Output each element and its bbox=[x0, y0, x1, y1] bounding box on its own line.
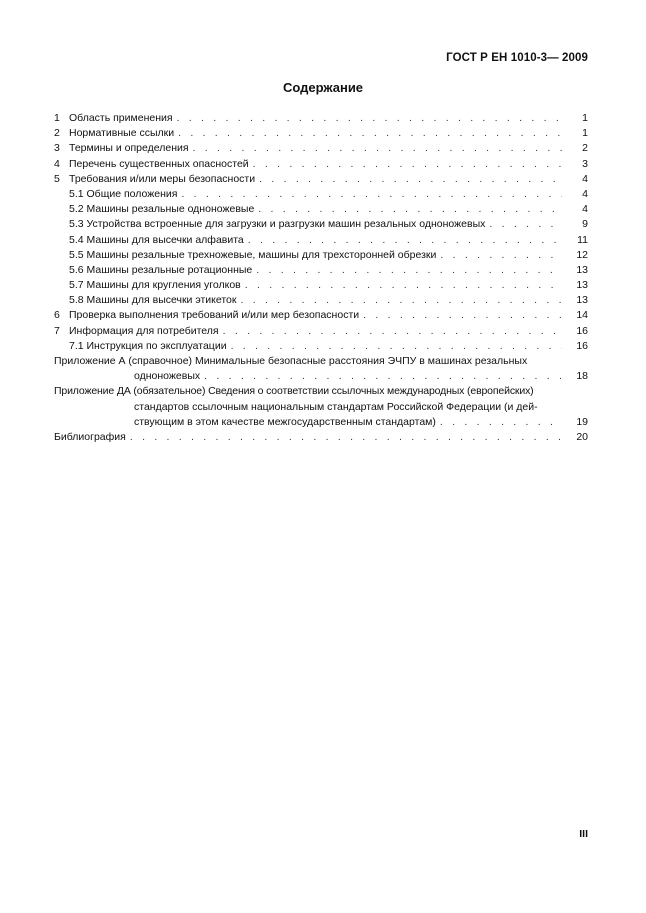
toc-leader-dots bbox=[178, 126, 562, 141]
toc-entry[interactable] bbox=[54, 172, 588, 187]
toc-entry-label: 5.8 Машины для высечки этикеток bbox=[69, 294, 237, 307]
toc-page-number: 16 bbox=[576, 324, 588, 337]
toc-leader-dots bbox=[177, 111, 562, 126]
toc-entry-label: 5.1 Общие положения bbox=[69, 187, 178, 200]
toc-page-number: 4 bbox=[582, 187, 588, 200]
toc-bibliography[interactable] bbox=[54, 430, 588, 445]
document-header: ГОСТ Р ЕН 1010-3— 2009 bbox=[446, 52, 588, 64]
toc-appendix-da-line1: Приложение ДА (обязательное) Сведения о соответствии ссылочных международных (европейских) bbox=[54, 385, 534, 398]
toc-entry-label: Проверка выполнения требований и/или мер безопасности bbox=[69, 309, 360, 322]
toc-entry-label: Перечень существенных опасностей bbox=[69, 157, 249, 170]
toc-page-number: 1 bbox=[582, 112, 588, 124]
page-number-roman: III bbox=[579, 828, 588, 840]
toc-leader-dots bbox=[204, 369, 562, 384]
toc-page-number: 9 bbox=[582, 218, 588, 231]
toc-entry-label: Требования и/или меры безопасности bbox=[69, 172, 256, 185]
toc-entry-label: 5.2 Машины резальные одноножевые bbox=[69, 203, 255, 216]
toc-leader-dots bbox=[440, 248, 562, 263]
toc-entry[interactable] bbox=[54, 111, 588, 126]
toc-bibliography-label: Библиография bbox=[54, 430, 126, 443]
toc-entry-label: Нормативные ссылки bbox=[69, 127, 175, 140]
toc-entry[interactable] bbox=[54, 308, 588, 323]
toc-page-number: 2 bbox=[582, 142, 588, 155]
toc-entry-label: 5.7 Машины для кругления уголков bbox=[69, 279, 241, 292]
toc-entry-label: Область применения bbox=[69, 112, 173, 124]
toc-leader-dots bbox=[231, 339, 562, 354]
toc-entry-number: 5 bbox=[54, 172, 60, 185]
toc-leader-dots bbox=[130, 430, 562, 445]
toc-entries bbox=[54, 111, 588, 354]
toc-page-number: 4 bbox=[582, 203, 588, 216]
toc-entry[interactable] bbox=[54, 141, 588, 156]
toc-page-number: 3 bbox=[582, 157, 588, 170]
toc-page-number: 13 bbox=[576, 294, 588, 307]
toc-leader-dots bbox=[440, 415, 562, 430]
toc-entry-label: 5.3 Устройства встроенные для загрузки и разгрузки машин резальных одноножевых bbox=[69, 218, 486, 231]
toc-page-number: 4 bbox=[582, 172, 588, 185]
toc-appendix-da[interactable] bbox=[54, 384, 588, 430]
toc-leader-dots bbox=[363, 308, 562, 323]
toc-leader-dots bbox=[248, 233, 562, 248]
toc-leader-dots bbox=[256, 263, 562, 278]
toc-entry-number: 7 bbox=[54, 324, 60, 337]
toc-appendix-a[interactable] bbox=[54, 354, 588, 384]
toc-page-number: 18 bbox=[576, 370, 588, 383]
toc-entry[interactable] bbox=[54, 293, 588, 308]
toc-appendix-a-line1: Приложение А (справочное) Минимальные безопасные расстояния ЭЧПУ в машинах резальных bbox=[54, 355, 528, 367]
toc-leader-dots bbox=[489, 217, 562, 232]
toc-entry-label: Термины и определения bbox=[69, 142, 189, 155]
toc-entry[interactable] bbox=[54, 278, 588, 293]
toc-appendix-da-line3: ствующим в этом качестве межгосударственным стандартам) bbox=[134, 415, 436, 428]
toc-leader-dots bbox=[245, 278, 562, 293]
toc-entry-label: 7.1 Инструкция по эксплуатации bbox=[69, 339, 227, 352]
toc-entry-number: 6 bbox=[54, 309, 60, 322]
toc-leader-dots bbox=[258, 202, 562, 217]
toc-page-number: 14 bbox=[576, 309, 588, 322]
toc-entry-number: 3 bbox=[54, 142, 60, 155]
toc-entry-label: 5.5 Машины резальные трехножевые, машины для трехсторонней обрезки bbox=[69, 248, 437, 261]
toc-appendix-da-line2: стандартов ссылочным национальным стандартам Российской Федерации (и дей- bbox=[134, 400, 538, 413]
toc-page-number: 13 bbox=[576, 279, 588, 292]
toc-leader-dots bbox=[223, 324, 562, 339]
toc-leader-dots bbox=[240, 293, 562, 308]
toc-page-number: 20 bbox=[576, 430, 588, 443]
toc-entry[interactable] bbox=[54, 248, 588, 263]
toc-leader-dots bbox=[193, 141, 562, 156]
toc-entry[interactable] bbox=[54, 217, 588, 232]
toc-entry-number: 1 bbox=[54, 112, 60, 124]
toc-page-number: 11 bbox=[577, 233, 588, 246]
toc-leader-dots bbox=[259, 172, 562, 187]
toc-entry-number: 4 bbox=[54, 157, 60, 170]
toc-entry[interactable] bbox=[54, 187, 588, 202]
toc-entry-label: 5.6 Машины резальные ротационные bbox=[69, 263, 253, 276]
toc-leader-dots bbox=[181, 187, 562, 202]
toc-entry-number: 2 bbox=[54, 127, 60, 140]
table-of-contents bbox=[54, 111, 588, 445]
toc-entry[interactable] bbox=[54, 263, 588, 278]
toc-entry[interactable] bbox=[54, 339, 588, 354]
toc-page-number: 16 bbox=[576, 339, 588, 352]
toc-entry[interactable] bbox=[54, 324, 588, 339]
toc-entry[interactable] bbox=[54, 233, 588, 248]
toc-entry-label: Информация для потребителя bbox=[69, 324, 219, 337]
toc-entry-label: 5.4 Машины для высечки алфавита bbox=[69, 233, 244, 246]
page-title: Содержание bbox=[282, 80, 364, 95]
toc-entry[interactable] bbox=[54, 157, 588, 172]
toc-page-number: 12 bbox=[576, 248, 588, 261]
toc-entry[interactable] bbox=[54, 202, 588, 217]
toc-page-number: 13 bbox=[576, 263, 588, 276]
toc-page-number: 1 bbox=[582, 127, 588, 140]
toc-entry[interactable] bbox=[54, 126, 588, 141]
toc-page-number: 19 bbox=[576, 415, 588, 428]
toc-leader-dots bbox=[253, 157, 562, 172]
toc-appendix-a-line2: одноножевых bbox=[134, 370, 201, 383]
